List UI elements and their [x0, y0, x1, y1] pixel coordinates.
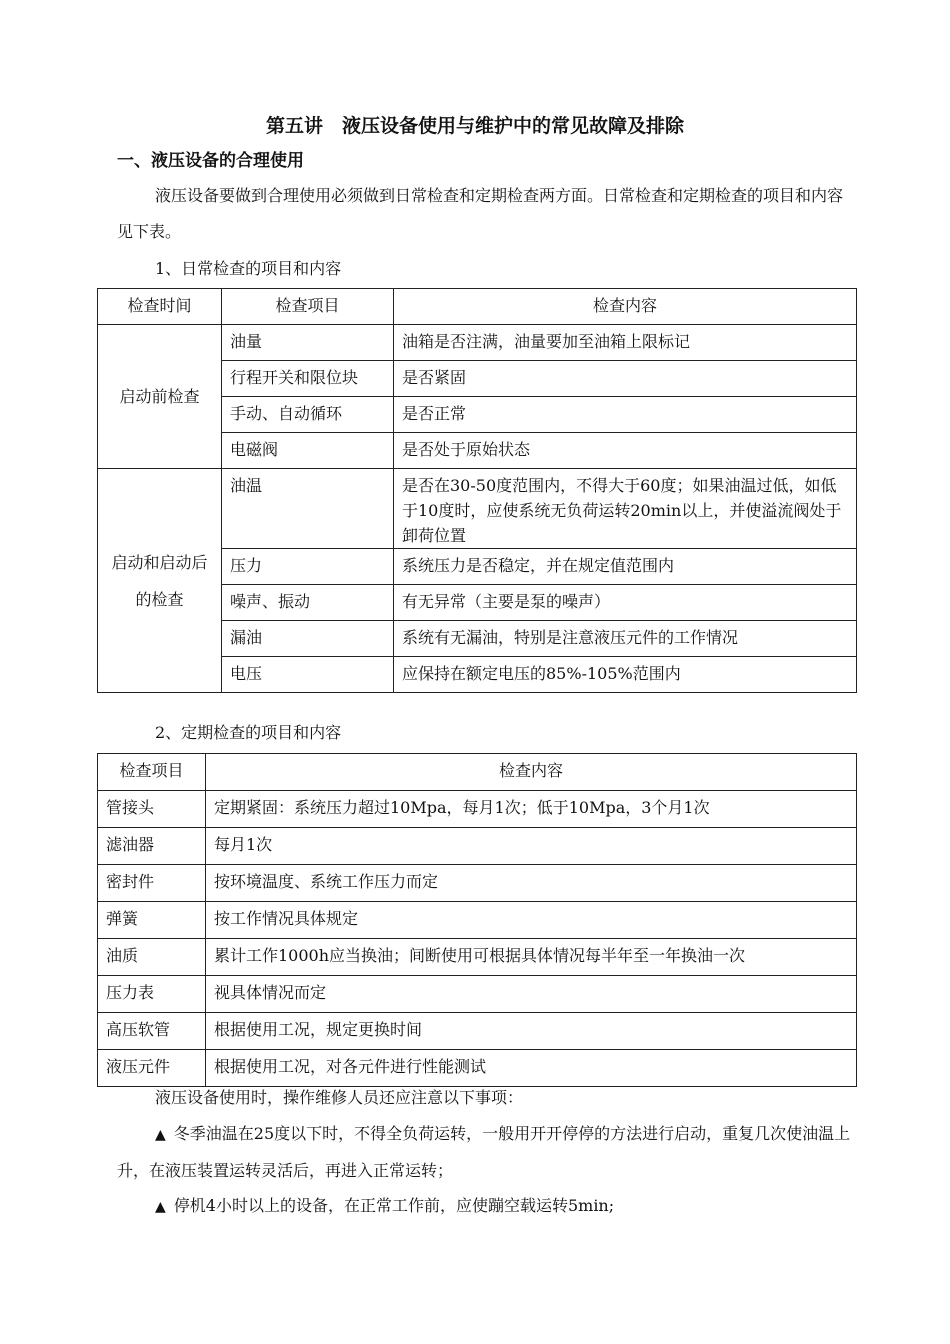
item-cell: 弹簧: [98, 902, 206, 939]
content-cell: 是否处于原始状态: [394, 433, 857, 469]
content-cell: 有无异常（主要是泵的噪声）: [394, 585, 857, 621]
item-cell: 压力表: [98, 976, 206, 1013]
table-row: [98, 902, 857, 939]
content-cell: 根据使用工况，对各元件进行性能测试: [206, 1050, 857, 1087]
content-cell: 是否正常: [394, 397, 857, 433]
table-header-row: [98, 289, 857, 325]
content-cell: 系统压力是否稳定，并在规定值范围内: [394, 549, 857, 585]
header-cell: 检查项目: [222, 289, 394, 325]
content-cell: 油箱是否注满，油量要加至油箱上限标记: [394, 325, 857, 361]
item-cell: 手动、自动循环: [222, 397, 394, 433]
periodic-check-table: [97, 753, 857, 1087]
notes-intro-text: 液压设备使用时，操作维修人员还应注意以下事项：: [155, 1088, 524, 1107]
item-cell: 密封件: [98, 865, 206, 902]
note-item: [117, 1188, 857, 1225]
section-heading: 一、液压设备的合理使用: [117, 151, 304, 171]
content-cell: 累计工作1000h应当换油；间断使用可根据具体情况每半年至一年换油一次: [206, 939, 857, 976]
item-cell: 行程开关和限位块: [222, 361, 394, 397]
content-cell: 系统有无漏油，特别是注意液压元件的工作情况: [394, 621, 857, 657]
item-cell: 油量: [222, 325, 394, 361]
table-row: [98, 1013, 857, 1050]
content-cell: 按环境温度、系统工作压力而定: [206, 865, 857, 902]
table-header-row: [98, 754, 857, 791]
note-item: [117, 1116, 857, 1189]
page-title: 第五讲 液压设备使用与维护中的常见故障及排除: [265, 115, 684, 137]
content-cell: 应保持在额定电压的85%-105%范围内: [394, 657, 857, 693]
table-row: [98, 791, 857, 828]
content-cell: 按工作情况具体规定: [206, 902, 857, 939]
daily-check-table: [97, 288, 857, 693]
intro-text: 液压设备要做到合理使用必须做到日常检查和定期检查两方面。日常检查和定期检查的项目和内容见下表。: [117, 186, 844, 241]
header-cell: 检查内容: [206, 754, 857, 791]
table-row: [98, 939, 857, 976]
content-cell: 是否在30-50度范围内，不得大于60度；如果油温过低，如低于10度时，应使系统无负荷运转20min以上，并使溢流阀处于卸荷位置: [394, 469, 857, 549]
intro-paragraph: [117, 178, 857, 250]
daily-caption: 1、日常检查的项目和内容: [155, 259, 342, 278]
header-cell: 检查内容: [394, 289, 857, 325]
item-cell: 滤油器: [98, 828, 206, 865]
item-cell: 油质: [98, 939, 206, 976]
periodic-caption: 2、定期检查的项目和内容: [155, 723, 342, 742]
item-cell: 管接头: [98, 791, 206, 828]
header-cell: 检查项目: [98, 754, 206, 791]
table-row: [98, 976, 857, 1013]
item-cell: 电压: [222, 657, 394, 693]
table-row: [98, 469, 857, 549]
triangle-bullet-icon: ▲: [155, 1199, 166, 1215]
content-cell: 视具体情况而定: [206, 976, 857, 1013]
table-row: [98, 865, 857, 902]
item-cell: 漏油: [222, 621, 394, 657]
table-row: [98, 325, 857, 361]
item-cell: 高压软管: [98, 1013, 206, 1050]
content-cell: 每月1次: [206, 828, 857, 865]
item-cell: 压力: [222, 549, 394, 585]
content-cell: 是否紧固: [394, 361, 857, 397]
table-row: [98, 828, 857, 865]
note-text: 冬季油温在25度以下时，不得全负荷运转，一般用开开停停的方法进行启动，重复几次使油温上升，在液压装置运转灵活后，再进入正常运转；: [117, 1124, 851, 1180]
header-cell: 检查时间: [98, 289, 222, 325]
content-cell: 定期紧固：系统压力超过10Mpa，每月1次；低于10Mpa，3个月1次: [206, 791, 857, 828]
item-cell: 噪声、振动: [222, 585, 394, 621]
group-label: 启动前检查: [98, 325, 222, 469]
item-cell: 液压元件: [98, 1050, 206, 1087]
content-cell: 根据使用工况，规定更换时间: [206, 1013, 857, 1050]
group-label: 启动和启动后的检查: [98, 469, 222, 693]
notes-intro: [117, 1080, 857, 1116]
item-cell: 电磁阀: [222, 433, 394, 469]
triangle-bullet-icon: ▲: [155, 1127, 166, 1143]
item-cell: 油温: [222, 469, 394, 549]
note-text: 停机4小时以上的设备，在正常工作前，应使蹦空载运转5min;: [173, 1196, 615, 1215]
